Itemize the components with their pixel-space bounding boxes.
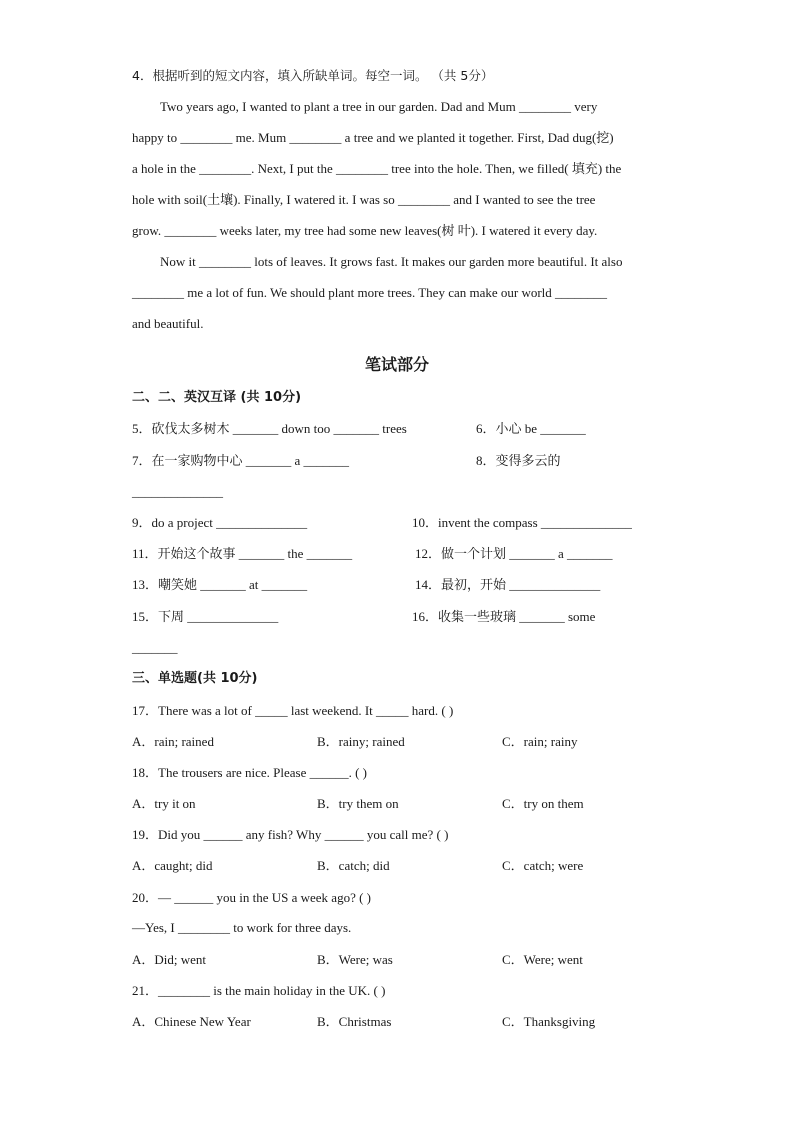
translate-item-8: 8．变得多云的	[476, 453, 561, 468]
passage-line: and beautiful.	[132, 316, 204, 331]
choice-option-a: A．caught; did	[132, 858, 213, 873]
translate-heading: 二、二、英汉互译 (共 10分)	[132, 390, 302, 405]
translate-item-15: 15．下周 ______________	[132, 609, 279, 624]
choice-question-19: 19．Did you ______ any fish? Why ______ you call me? ( )	[132, 827, 449, 842]
translate-item-10: 10．invent the compass ______________	[412, 515, 632, 530]
choice-question-20-reply: —Yes, I ________ to work for three days.	[132, 920, 352, 935]
translate-item-6: 6．小心 be _______	[476, 421, 586, 436]
choice-option-c: C．rain; rainy	[502, 734, 578, 749]
passage-line: Now it ________ lots of leaves. It grows fast. It makes our garden more beautiful. It also	[160, 254, 623, 269]
translate-item-5: 5．砍伐太多树木 _______ down too _______ trees	[132, 421, 407, 436]
translate-item-7: 7．在一家购物中心 _______ a _______	[132, 453, 350, 468]
choice-question-20: 20．— ______ you in the US a week ago? ( )	[132, 890, 372, 905]
translate-item-16-blank: _______	[132, 640, 178, 655]
choice-option-a: A．rain; rained	[132, 734, 214, 749]
translate-item-14: 14．最初，开始 ______________	[415, 577, 601, 592]
choice-option-c: C．Were; went	[502, 952, 583, 967]
passage-line: grow. ________ weeks later, my tree had some new leaves(树 叶). I watered it every day.	[132, 223, 598, 238]
choice-option-c: C．try on them	[502, 796, 584, 811]
choice-heading: 三、单选题(共 10分)	[132, 671, 258, 686]
translate-item-8-blank: ______________	[132, 484, 223, 499]
choice-option-a: A．Chinese New Year	[132, 1014, 251, 1029]
choice-question-18: 18．The trousers are nice. Please ______. ( )	[132, 765, 368, 780]
passage-line: Two years ago, I wanted to plant a tree in our garden. Dad and Mum ________ very	[160, 99, 598, 114]
choice-option-b: B．catch; did	[317, 858, 390, 873]
choice-option-b: B．Were; was	[317, 952, 393, 967]
translate-item-12: 12．做一个计划 _______ a _______	[415, 546, 613, 561]
translate-item-13: 13．嘲笑她 _______ at _______	[132, 577, 308, 592]
choice-option-a: A．try it on	[132, 796, 196, 811]
translate-item-11: 11．开始这个故事 _______ the _______	[132, 546, 353, 561]
passage-line: ________ me a lot of fun. We should plant more trees. They can make our world ________	[132, 285, 608, 300]
passage-line: a hole in the ________. Next, I put the ________ tree into the hole. Then, we filled( 填充) the	[132, 161, 622, 176]
passage-line: hole with soil(土壤). Finally, I watered it. I was so ________ and I wanted to see the tree	[132, 192, 596, 207]
question-4-instruction: 4．根据听到的短文内容，填入所缺单词。每空一词。 （共 5分）	[132, 68, 494, 83]
passage-line: happy to ________ me. Mum ________ a tree and we planted it together. First, Dad dug(挖)	[132, 130, 614, 145]
translate-item-9: 9．do a project ______________	[132, 515, 308, 530]
choice-question-17: 17．There was a lot of _____ last weekend. It _____ hard. ( )	[132, 703, 454, 718]
choice-question-21: 21．________ is the main holiday in the UK. ( )	[132, 983, 386, 998]
translate-item-16: 16．收集一些玻璃 _______ some	[412, 609, 596, 624]
choice-option-c: C．Thanksgiving	[502, 1014, 596, 1029]
written-part-title: 笔试部分	[364, 355, 429, 374]
choice-option-b: B．rainy; rained	[317, 734, 405, 749]
choice-option-b: B．try them on	[317, 796, 399, 811]
choice-option-b: B．Christmas	[317, 1014, 392, 1029]
choice-option-c: C．catch; were	[502, 858, 584, 873]
choice-option-a: A．Did; went	[132, 952, 207, 967]
